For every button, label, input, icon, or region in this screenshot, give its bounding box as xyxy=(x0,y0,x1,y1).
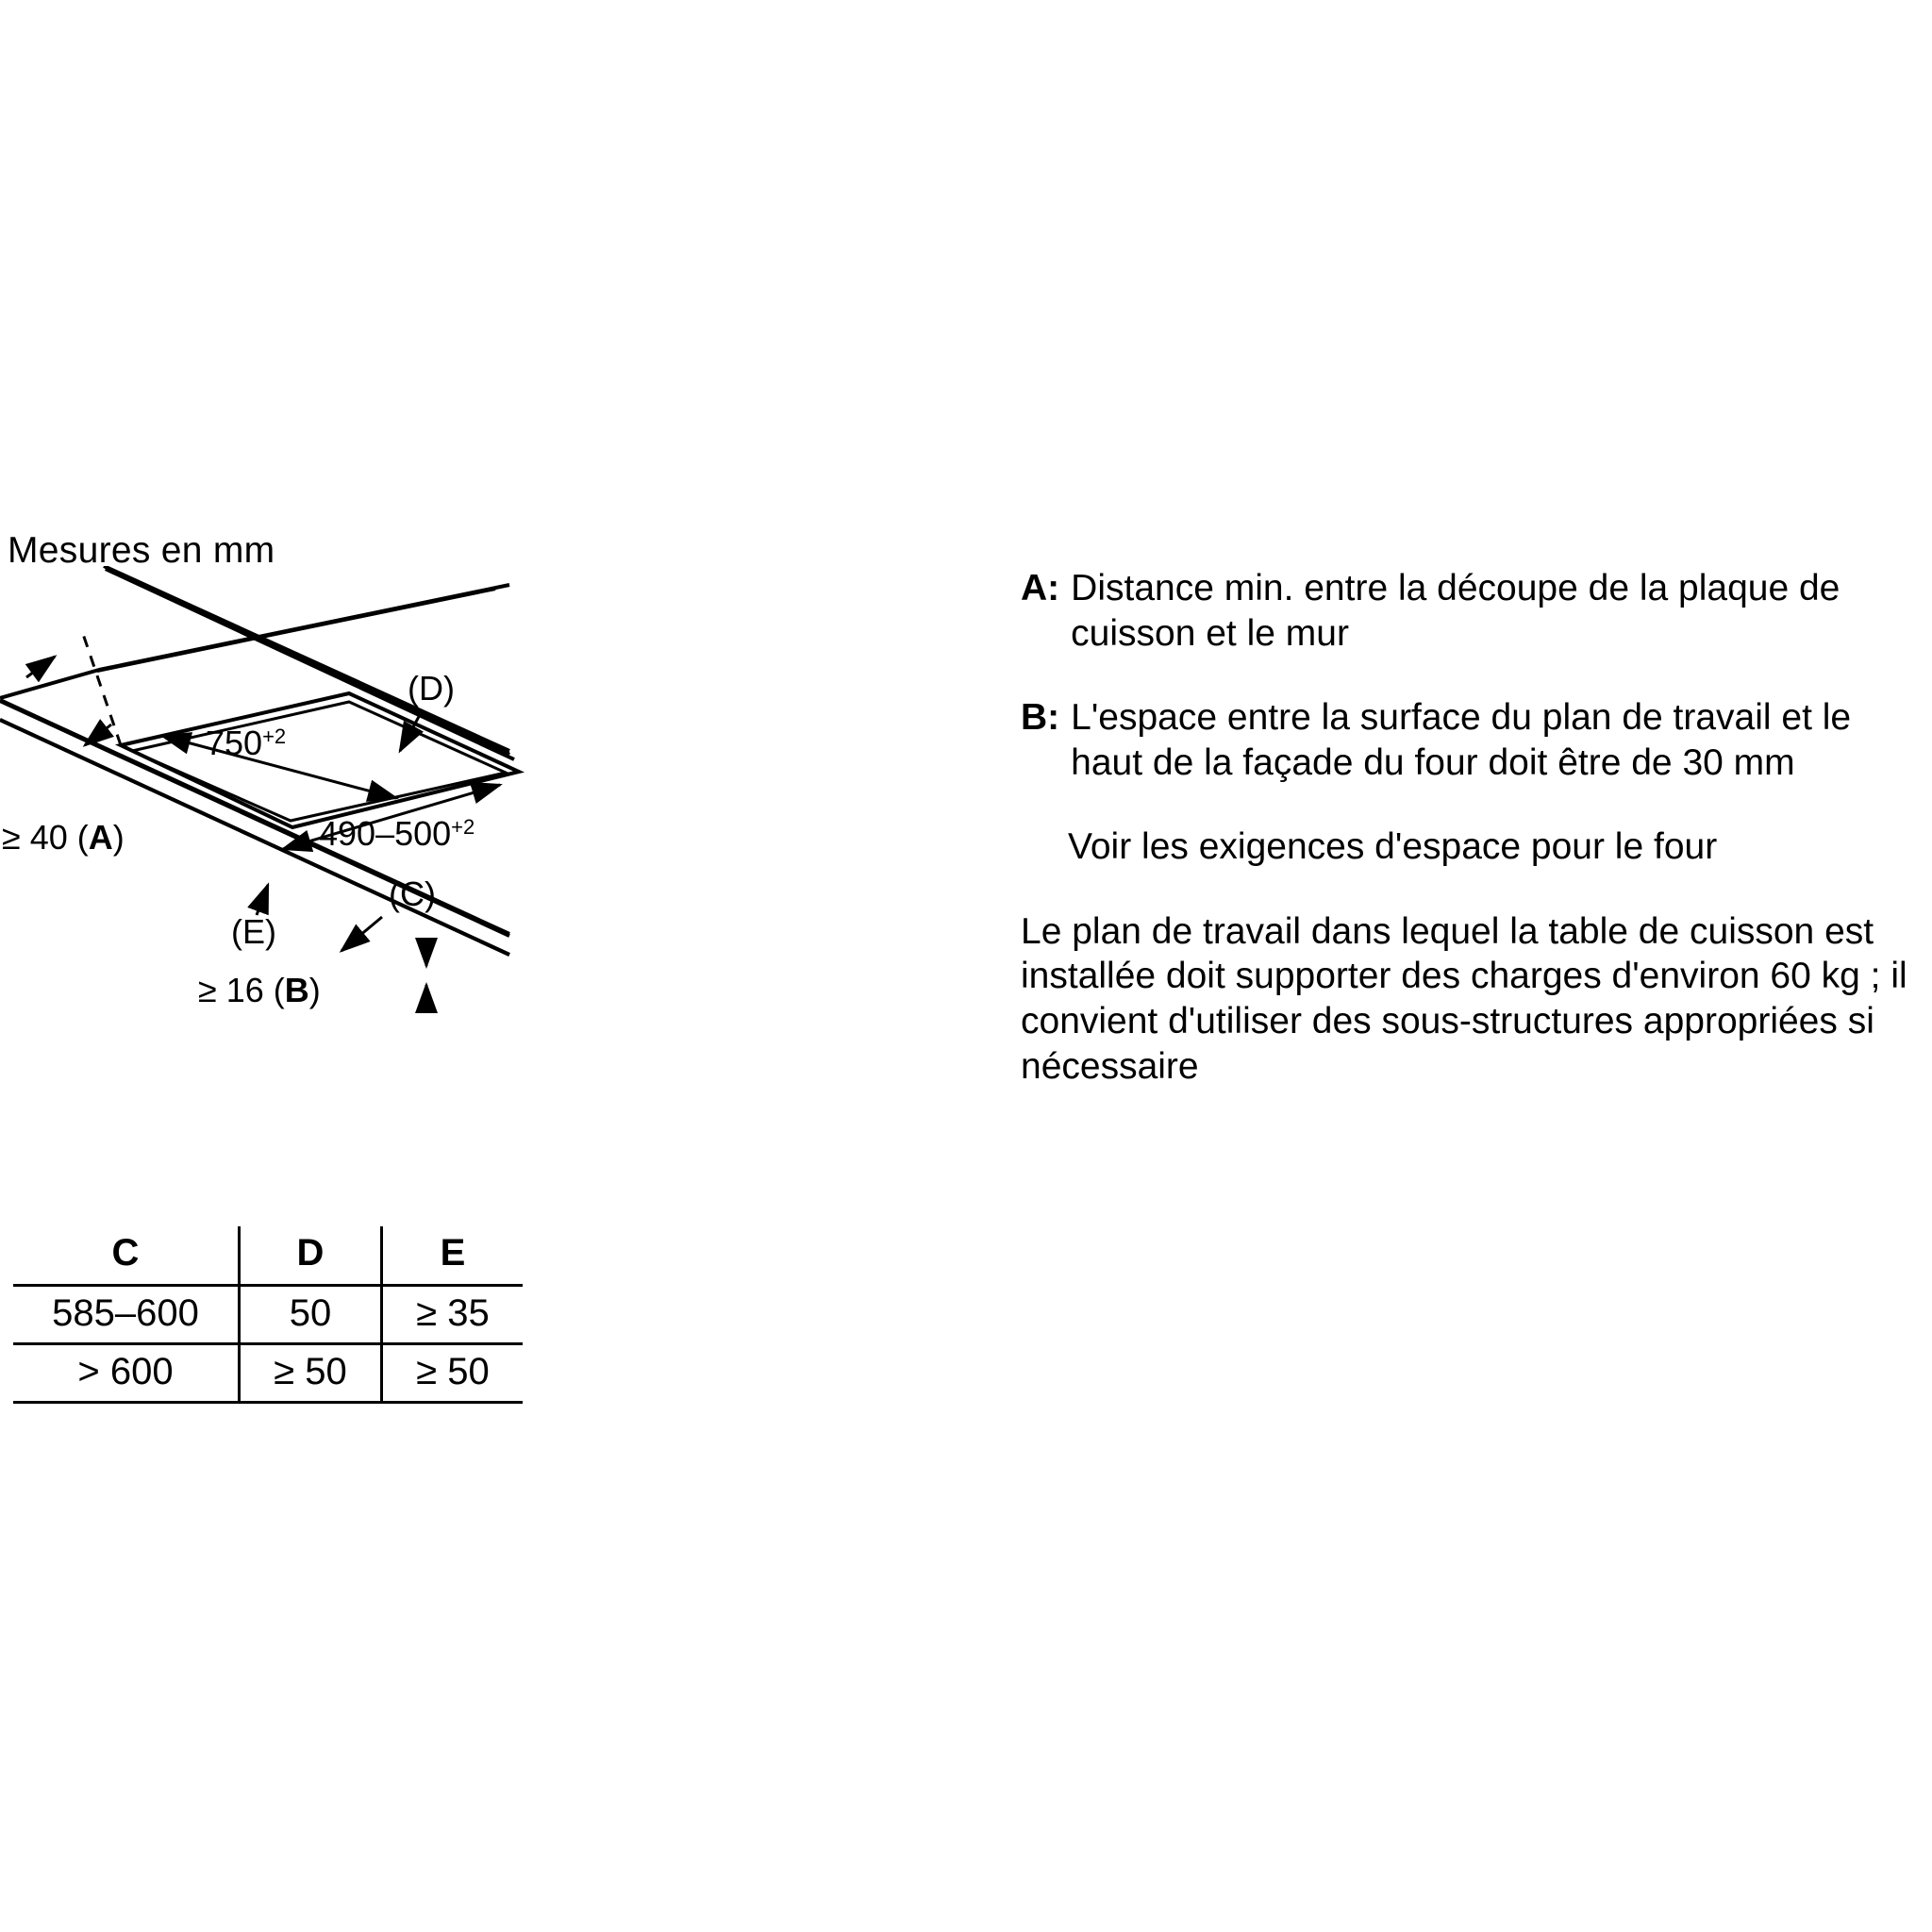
legend-key-a: A: xyxy=(1021,568,1060,608)
svg-text:750+2: $750^{+2}$ xyxy=(206,724,287,762)
dimension-depth-490-500 xyxy=(283,785,500,853)
legend-text-b: L'espace entre la surface du plan de travail et le haut de la façade du four doit être de 30 mm xyxy=(1071,697,1852,783)
worktop-cutout-drawing xyxy=(0,566,1000,1226)
table-cell-d: 50 xyxy=(240,1286,382,1344)
legend-key-b: B: xyxy=(1021,697,1060,739)
legend-panel xyxy=(1021,566,1907,1128)
measurement-units-note: Mesures en mm xyxy=(8,530,275,571)
legend-text-a: Distance min. entre la découpe de la plaque de cuisson et le mur xyxy=(1071,568,1840,654)
note-oven-clearance: Voir les exigences d'espace pour le four xyxy=(1068,826,1718,868)
legend-entry-a xyxy=(1021,566,1870,656)
dimension-a xyxy=(2,657,125,857)
dimension-b xyxy=(198,941,426,1009)
table-row xyxy=(13,1344,523,1403)
legend-entry-b xyxy=(1021,695,1870,785)
table-cell-e: ≥ 35 xyxy=(382,1286,524,1344)
svg-text:≥ 40 (A): ≥ 40 (A) xyxy=(2,818,125,857)
note-worktop-load: Le plan de travail dans lequel la table de cuisson est installée doit supporter des charges d'environ 60 kg ; il convient d'utiliser des sous-structures appropriées si nécessaire xyxy=(1021,910,1907,1087)
svg-text:(C): (C) xyxy=(389,874,436,913)
table-header-c: C xyxy=(13,1226,240,1286)
table-cell-c: > 600 xyxy=(13,1344,240,1403)
table-header-row xyxy=(13,1226,523,1286)
table-cell-e: ≥ 50 xyxy=(382,1344,524,1403)
marker-e xyxy=(231,885,276,951)
table-cell-d: ≥ 50 xyxy=(240,1344,382,1403)
table-header-d: D xyxy=(240,1226,382,1286)
table-row xyxy=(13,1286,523,1344)
dimension-table xyxy=(13,1226,523,1404)
projection-dashed-line xyxy=(83,634,121,745)
svg-text:(E): (E) xyxy=(231,912,276,951)
hob-cutout xyxy=(121,693,519,827)
table-header-e: E xyxy=(440,1232,466,1274)
table-cell-c: 585–600 xyxy=(13,1286,240,1344)
svg-text:490–500+2: $490-500^{+2}$ xyxy=(319,814,475,853)
svg-text:≥ 16 (B): ≥ 16 (B) xyxy=(198,971,321,1009)
svg-text:(D): (D) xyxy=(408,669,455,708)
